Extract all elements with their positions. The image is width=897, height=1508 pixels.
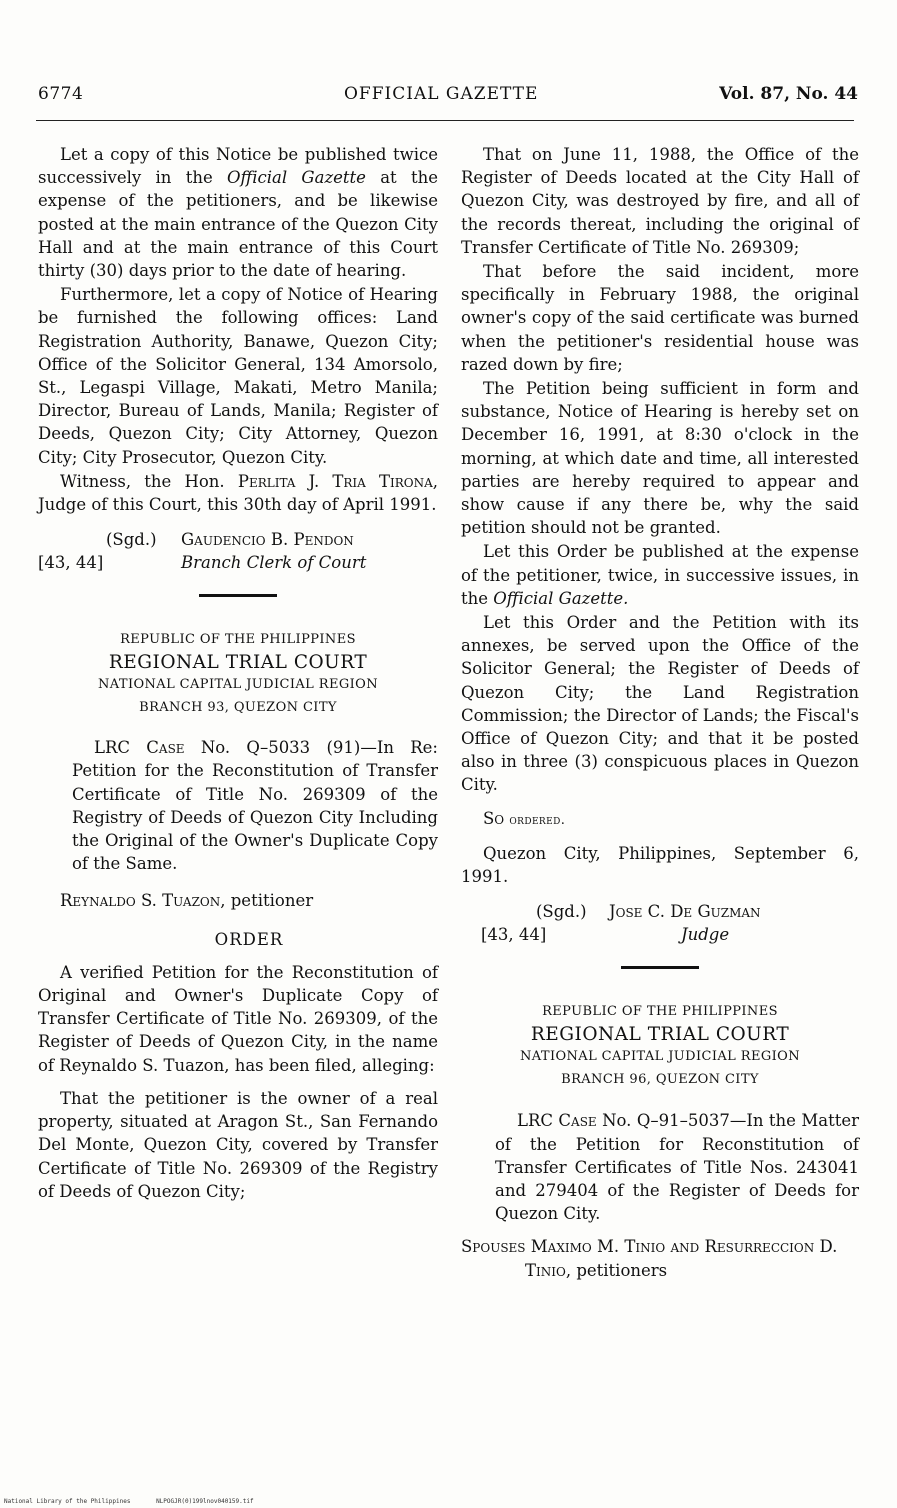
judge-signature-block bbox=[461, 900, 859, 948]
signatory-name: Jose C. De Guzman bbox=[609, 902, 761, 922]
library-credit: National Library of the Philippines bbox=[4, 1498, 131, 1505]
issue-reference: [43, 44] bbox=[38, 553, 104, 573]
publication-title: OFFICIAL GAZETTE bbox=[344, 84, 539, 104]
petition-paragraph: A verified Petition for the Reconstitution of Original and Owner's Duplicate Copy of Transfer Certificate of Title No. 269309, of the Register of Deeds of Quezon City, in the name of Reynaldo S. Tuazon, has been filed, alleging: bbox=[38, 962, 438, 1075]
issue-reference: [43, 44] bbox=[481, 925, 547, 945]
ownership-paragraph: That the petitioner is the owner of a real property, situated at Aragon St., San Fernando Del Monte, Quezon City, covered by Transfer Certificate of Title No. 269309 of the Registry of Deeds of Quezon City; bbox=[38, 1088, 438, 1201]
order-heading: ORDER bbox=[214, 929, 284, 949]
witness-paragraph: Witness, the Hon. Perlita J. Tria Tirona, Judge of this Court, this 30th day of April 1991. bbox=[38, 471, 438, 515]
date-place-paragraph: Quezon City, Philippines, September 6, 1991. bbox=[461, 843, 859, 887]
owner-copy-paragraph: That before the said incident, more specifically in February 1988, the original owner's copy of the said certificate was burned when the petitioner's residential house was razed down by fire; bbox=[461, 262, 859, 374]
case-caption: LRC Case No. Q–91–5037—In the Matter of the Petition for Reconstitution of Transfer Certificates of Title Nos. 243041 and 279404 of the Register of Deeds for Quezon City. bbox=[495, 1111, 859, 1224]
volume-number: Vol. 87, No. 44 bbox=[719, 84, 858, 104]
fire-paragraph: That on June 11, 1988, the Office of the Register of Deeds located at the City Hall of Quezon City, was destroyed by fire, and all of the records thereat, including the original of Transfer Certificate of Title No. 269309; bbox=[461, 145, 859, 257]
case-caption: LRC Case No. Q–5033 (91)—In Re: Petition for the Reconstitution of Transfer Certificate of Title No. 269309 of the Registry of Deeds of Quezon City Including the Original of the Owner's Duplicate Copy of the Same. bbox=[72, 738, 438, 874]
left-column bbox=[38, 143, 438, 1203]
petitioners-line: Spouses Maximo M. Tinio and Resurreccion D. Tinio, petitioners bbox=[461, 1237, 838, 1280]
signed-mark: (Sgd.) bbox=[536, 902, 587, 922]
clerk-signature-block bbox=[38, 528, 438, 576]
petitioner-line: Reynaldo S. Tuazon, petitioner bbox=[60, 891, 314, 911]
signatory-name: Gaudencio B. Pendon bbox=[181, 530, 354, 550]
section-divider bbox=[199, 594, 277, 597]
service-paragraph: Let this Order and the Petition with its annexes, be served upon the Office of the Solicitor General; the Register of Deeds of Quezon City; the Land Registration Commission; the Director of Lands; the Fiscal's Office of Quezon City; and that it be posted also in three (3) conspicuous places in Quezon City. bbox=[461, 613, 859, 795]
furnished-offices-paragraph: Furthermore, let a copy of Notice of Hearing be furnished the following offices: Land Registration Authority, Banawe, Quezon City; Office of the Solicitor General, 134 Amorsolo, St., Legaspi Village, Makati, Metro Manila; Director, Bureau of Lands, Manila; Register of Deeds, Quezon City; City Attorney, Quezon City; City Prosecutor, Quezon City. bbox=[38, 285, 438, 467]
header-rule bbox=[36, 120, 854, 121]
hearing-paragraph: The Petition being sufficient in form and substance, Notice of Hearing is hereby set on December 16, 1991, at 8:30 o'clock in the morning, at which date and time, all interested parties are hereby required to appear and show cause if any there be, why the said petition should not be granted. bbox=[461, 379, 859, 538]
signed-mark: (Sgd.) bbox=[106, 530, 157, 550]
right-column bbox=[461, 143, 859, 1282]
section-divider bbox=[621, 966, 699, 969]
signatory-title: Branch Clerk of Court bbox=[181, 553, 367, 573]
scan-footer bbox=[4, 1498, 276, 1505]
page-header bbox=[38, 84, 858, 110]
publication-paragraph: Let a copy of this Notice be published twice successively in the Official Gazette at the expense of the petitioners, and be likewise posted at the main entrance of the Quezon City Hall and at the main entrance of this Court thirty (30) days prior to the date of hearing. bbox=[38, 145, 438, 281]
court-heading: REPUBLIC OF THE PHILIPPINES REGIONAL TRIAL COURT NATIONAL CAPITAL JUDICIAL REGION BRANCH 96, QUEZON CITY bbox=[520, 1004, 800, 1087]
signatory-title: Judge bbox=[681, 925, 730, 945]
so-ordered: So ordered. bbox=[483, 808, 566, 828]
page-number: 6774 bbox=[38, 84, 84, 104]
court-heading: REPUBLIC OF THE PHILIPPINES REGIONAL TRIAL COURT NATIONAL CAPITAL JUDICIAL REGION BRANCH 93, QUEZON CITY bbox=[98, 632, 378, 715]
publish-order-paragraph: Let this Order be published at the expense of the petitioner, twice, in successive issues, in the Official Gazette. bbox=[461, 542, 859, 608]
scan-filename: NLPOGJR(0)199lnov040159.tif bbox=[156, 1498, 254, 1505]
